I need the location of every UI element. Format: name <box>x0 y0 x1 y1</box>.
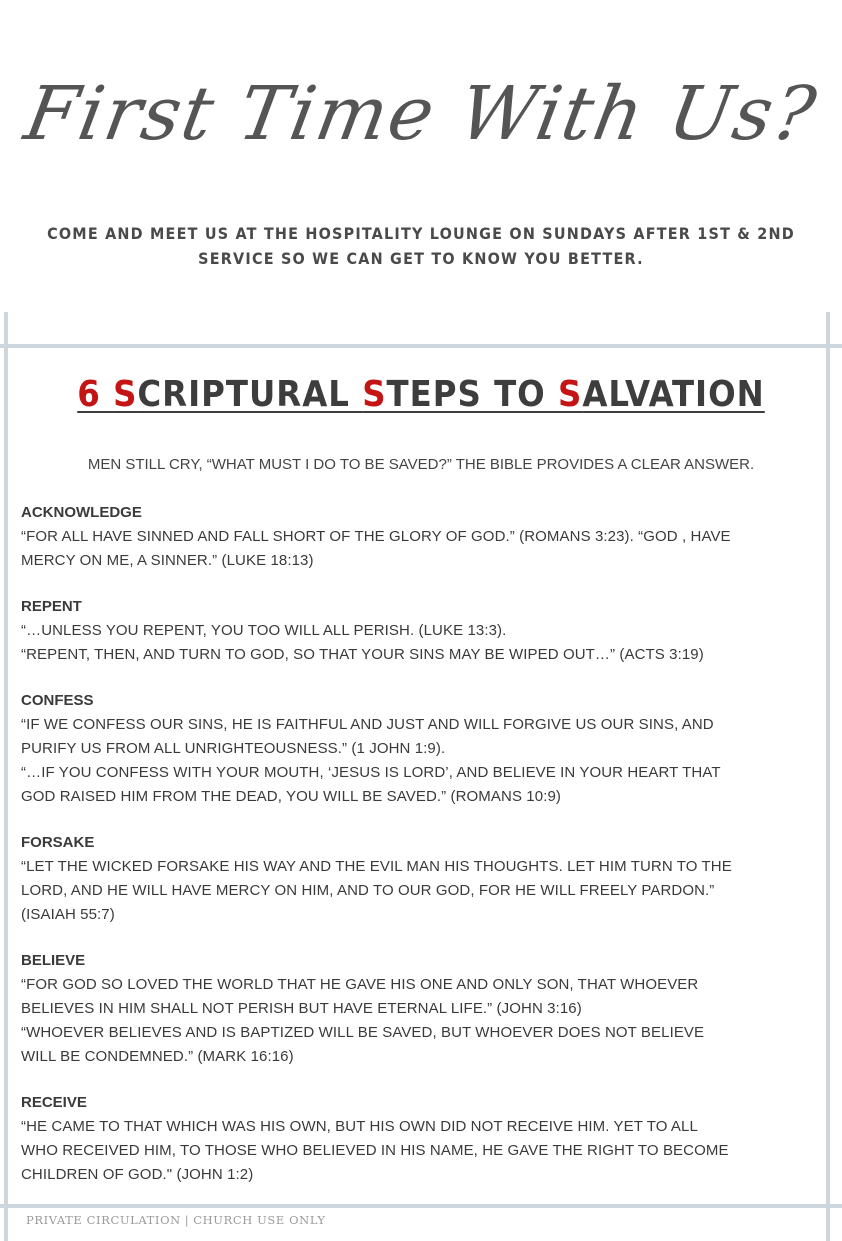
step-verse-line: WILL BE CONDEMNED.” (MARK 16:16) <box>21 1048 294 1065</box>
step-verse-line: WHO RECEIVED HIM, TO THOSE WHO BELIEVED IN HIS NAME, HE GAVE THE RIGHT TO BECOME <box>21 1142 729 1159</box>
section-subtitle: MEN STILL CRY, “WHAT MUST I DO TO BE SAVED?” THE BIBLE PROVIDES A CLEAR ANSWER. <box>87 456 755 473</box>
step-title: REPENT <box>21 598 82 615</box>
heading-part: 6 <box>77 374 114 415</box>
intro-text: COME AND MEET US AT THE HOSPITALITY LOUNGE ON SUNDAYS AFTER 1ST & 2ND SERVICE SO WE CAN GET TO KNOW YOU BETTER. <box>47 224 795 268</box>
heading-part: S <box>113 374 138 415</box>
section-heading <box>0 373 842 417</box>
step-verse-line: “IF WE CONFESS OUR SINS, HE IS FAITHFUL AND JUST AND WILL FORGIVE US OUR SINS, AND <box>21 716 714 733</box>
step-verse-line: “REPENT, THEN, AND TURN TO GOD, SO THAT YOUR SINS MAY BE WIPED OUT…” (ACTS 3:19) <box>21 646 704 663</box>
step-title: FORSAKE <box>21 834 95 851</box>
step-block <box>21 951 821 1069</box>
footer-left: PRIVATE CIRCULATION <box>26 1213 181 1227</box>
step-verse-line: BELIEVES IN HIM SHALL NOT PERISH BUT HAVE ETERNAL LIFE.” (JOHN 3:16) <box>21 1000 582 1017</box>
step-block <box>21 1093 821 1187</box>
footer <box>26 1213 326 1227</box>
step-block <box>21 503 821 573</box>
heading-part: S <box>557 374 583 415</box>
footer-right: CHURCH USE ONLY <box>193 1213 326 1227</box>
step-title: ACKNOWLEDGE <box>21 504 142 521</box>
step-verse-line: LORD, AND HE WILL HAVE MERCY ON HIM, AND TO OUR GOD, FOR HE WILL FREELY PARDON.” <box>21 882 715 899</box>
step-verse-line: “HE CAME TO THAT WHICH WAS HIS OWN, BUT HIS OWN DID NOT RECEIVE HIM. YET TO ALL <box>21 1118 698 1135</box>
footer-separator: | <box>184 1213 190 1227</box>
frame-top-border <box>0 344 842 348</box>
step-verse-line: PURIFY US FROM ALL UNRIGHTEOUSNESS.” (1 JOHN 1:9). <box>21 740 446 757</box>
step-title: BELIEVE <box>21 952 86 969</box>
heading-part: S <box>362 374 387 415</box>
step-verse-line: (ISAIAH 55:7) <box>21 906 115 923</box>
heading-part: ALVATION <box>582 374 765 415</box>
step-verse-line: “WHOEVER BELIEVES AND IS BAPTIZED WILL BE SAVED, BUT WHOEVER DOES NOT BELIEVE <box>21 1024 705 1041</box>
heading-part: CRIPTURAL <box>137 374 363 415</box>
step-verse-line: “LET THE WICKED FORSAKE HIS WAY AND THE EVIL MAN HIS THOUGHTS. LET HIM TURN TO THE <box>21 858 732 875</box>
heading-part: TEPS TO <box>386 374 558 415</box>
step-verse-line: “…IF YOU CONFESS WITH YOUR MOUTH, ‘JESUS IS LORD’, AND BELIEVE IN YOUR HEART THAT <box>21 764 721 781</box>
frame-left-border <box>4 312 8 1241</box>
step-verse-line: “FOR GOD SO LOVED THE WORLD THAT HE GAVE HIS ONE AND ONLY SON, THAT WHOEVER <box>21 976 699 993</box>
steps-list <box>21 503 821 1211</box>
step-verse-line: CHILDREN OF GOD." (JOHN 1:2) <box>21 1166 254 1183</box>
step-title: CONFESS <box>21 692 94 709</box>
step-title: RECEIVE <box>21 1094 87 1111</box>
step-block <box>21 597 821 667</box>
page-title: First Time With Us? <box>18 71 824 157</box>
step-verse-line: GOD RAISED HIM FROM THE DEAD, YOU WILL BE SAVED.” (ROMANS 10:9) <box>21 788 562 805</box>
frame-right-border <box>826 312 830 1241</box>
step-verse-line: MERCY ON ME, A SINNER.” (LUKE 18:13) <box>21 552 314 569</box>
step-block <box>21 691 821 809</box>
step-verse-line: “FOR ALL HAVE SINNED AND FALL SHORT OF THE GLORY OF GOD.” (ROMANS 3:23). “GOD , HAVE <box>21 528 731 545</box>
step-verse-line: “…UNLESS YOU REPENT, YOU TOO WILL ALL PERISH. (LUKE 13:3). <box>21 622 507 639</box>
step-block <box>21 833 821 927</box>
